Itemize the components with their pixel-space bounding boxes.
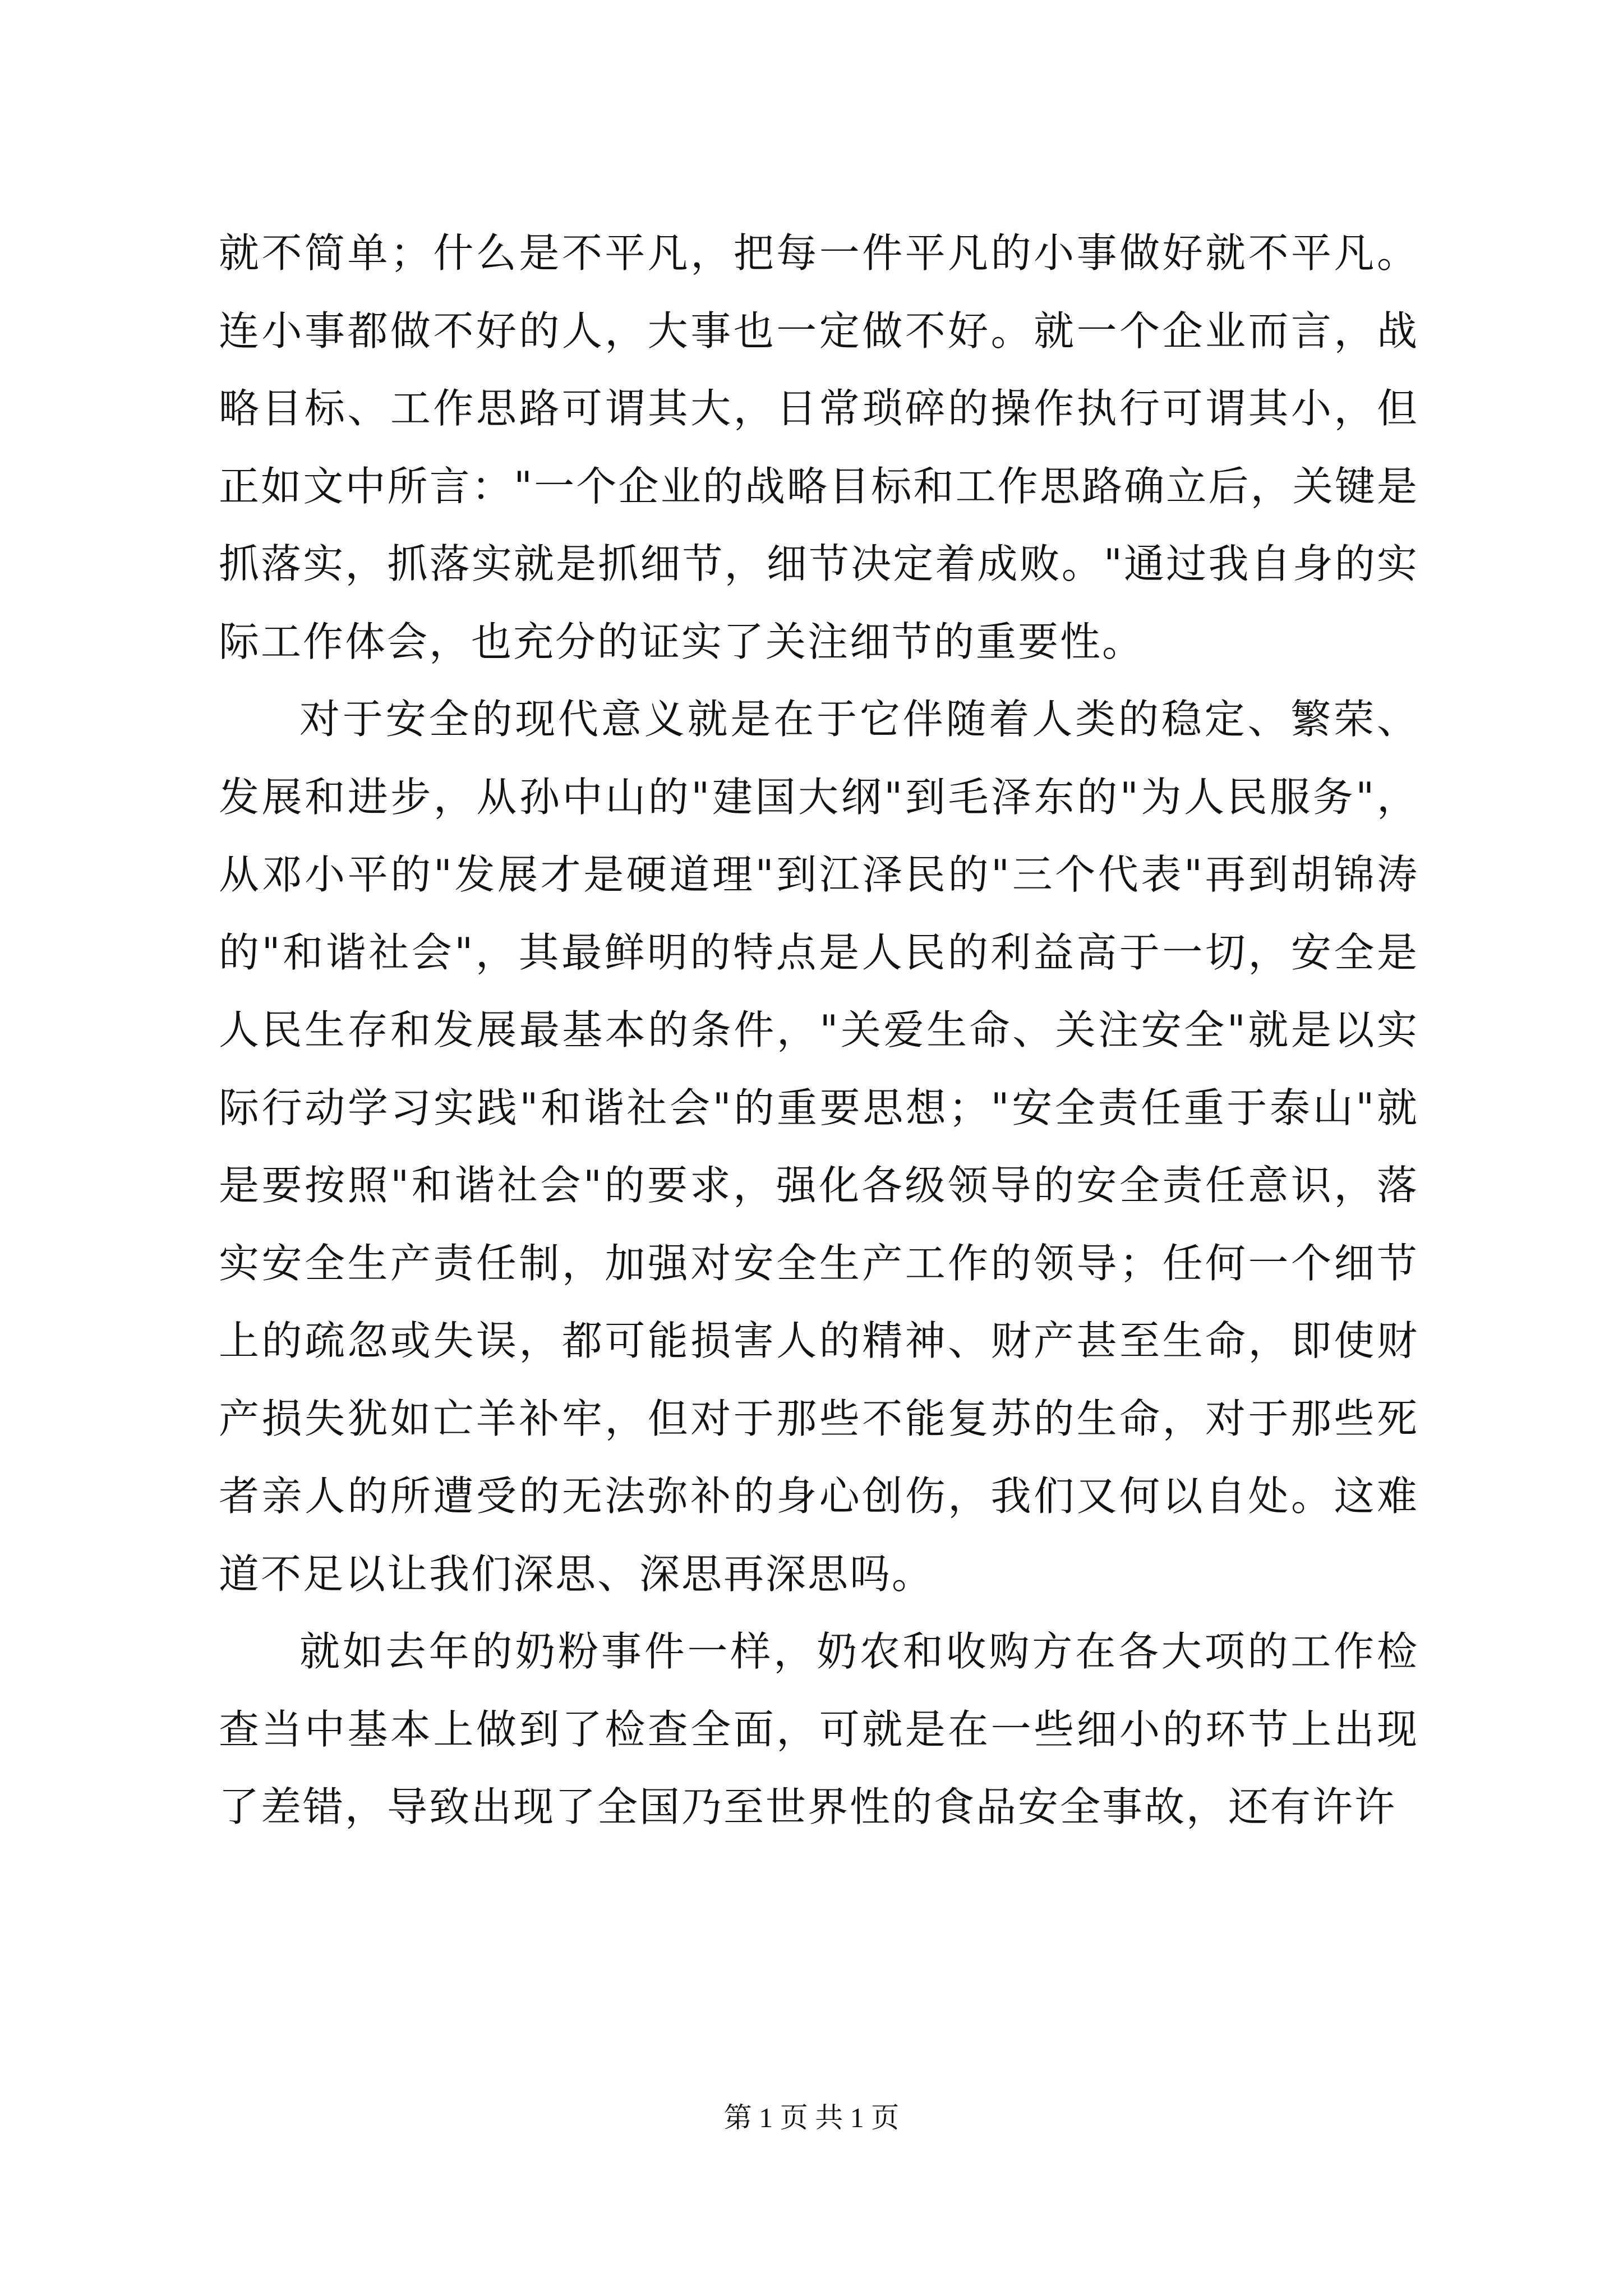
document-body <box>219 214 1419 1846</box>
paragraph-1: 就不简单；什么是不平凡，把每一件平凡的小事做好就不平凡。连小事都做不好的人，大事也一定做不好。就一个企业而言，战略目标、工作思路可谓其大，日常琐碎的操作执行可谓其小，但正如文中所言："一个企业的战略目标和工作思路确立后，关键是抓落实，抓落实就是抓细节，细节决定着成败。"通过我自身的实际工作体会，也充分的证实了关注细节的重要性。 <box>219 229 1419 665</box>
paragraph-3: 就如去年的奶粉事件一样，奶农和收购方在各大项的工作检查当中基本上做到了检查全面，可就是在一些细小的环节上出现了差错，导致出现了全国乃至世界性的食品安全事故，还有许许 <box>219 1628 1419 1830</box>
paragraph-2: 对于安全的现代意义就是在于它伴随着人类的稳定、繁荣、发展和进步，从孙中山的"建国大纲"到毛泽东的"为人民服务"，从邓小平的"发展才是硬道理"到江泽民的"三个代表"再到胡锦涛的"和谐社会"，其最鲜明的特点是人民的利益高于一切，安全是人民生存和发展最基本的条件，"关爱生命、关注安全"就是以实际行动学习实践"和谐社会"的重要思想；"安全责任重于泰山"就是要按照"和谐社会"的要求，强化各级领导的安全责任意识，落实安全生产责任制，加强对安全生产工作的领导；任何一个细节上的疏忽或失误，都可能损害人的精神、财产甚至生命，即使财产损失犹如亡羊补牢，但对于那些不能复苏的生命，对于那些死者亲人的所遭受的无法弥补的身心创伤，我们又何以自处。这难道不足以让我们深思、深思再深思吗。 <box>219 696 1419 1598</box>
page-number-footer: 第 1 页 共 1 页 <box>723 2102 900 2133</box>
